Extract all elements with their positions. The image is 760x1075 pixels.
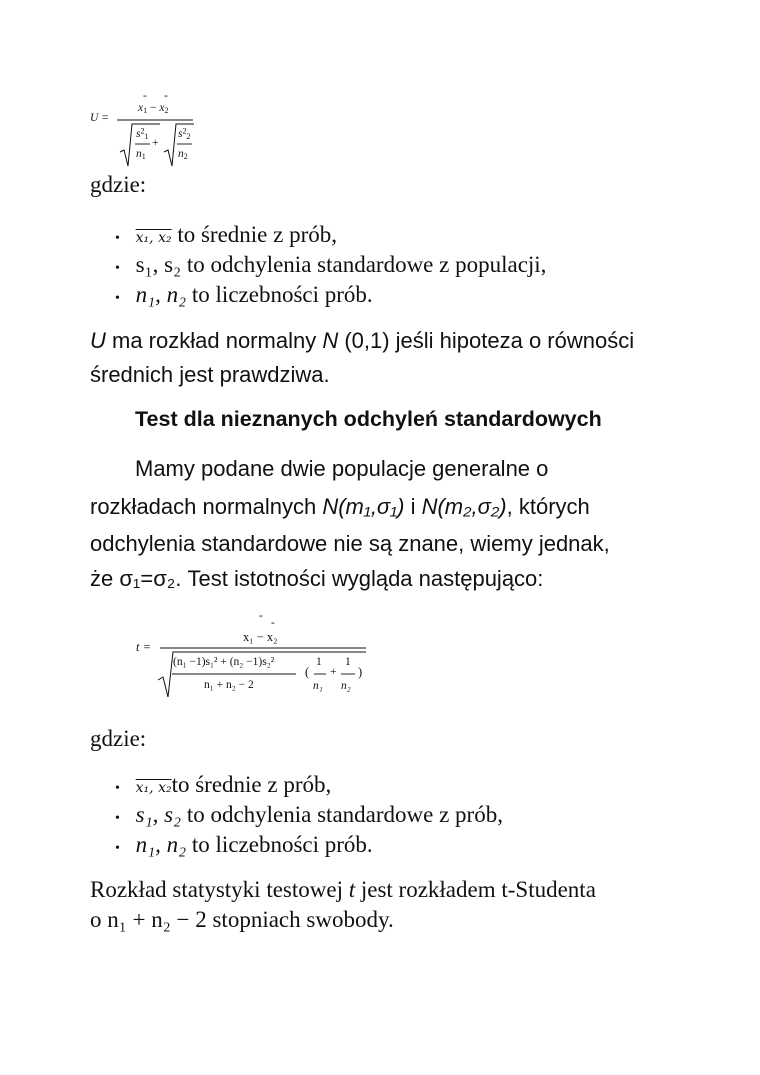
one-right: 1 (345, 656, 351, 668)
paragraph2-line1: Mamy podane dwie populacje generalne o (135, 456, 549, 481)
list-item-text: to liczebności prób. (186, 282, 373, 307)
paren-open: ( (305, 665, 310, 679)
formula-u-plus: + (152, 137, 159, 149)
paragraph-u-line1: U ma rozkład normalny N (0,1) jeśli hipoteza o równości (90, 328, 635, 353)
paragraph-u-line2: średnich jest prawdziwa. (90, 362, 330, 387)
mean-symbol: x₁, x₂ (135, 780, 172, 796)
mean-bar-2: - (271, 617, 275, 629)
list-item-text: to średnie z prób, (171, 772, 332, 797)
paren-close: ) (358, 665, 363, 679)
final-line1: Rozkład statystyki testowej t jest rozkładem t-Studenta (90, 877, 596, 902)
bullet-dot: • (115, 291, 120, 306)
list-item-text: to średnie z prób, (171, 222, 338, 247)
formula-u-s2: $s^2_2$ (178, 126, 191, 141)
section-heading: Test dla nieznanych odchyleń standardowych (135, 407, 602, 431)
bullet-dot: • (115, 261, 120, 276)
mean-bar-2: - (164, 90, 168, 102)
one-left: 1 (316, 656, 322, 668)
list-item (115, 832, 373, 858)
paragraph2-line2: rozkładach normalnych N(m₁,σ₁) i N(m₂,σ₂), których (90, 494, 590, 519)
paragraph2-line4: że σ₁=σ₂. Test istotności wygląda następująco: (90, 566, 544, 591)
bullet-dot: • (115, 781, 120, 796)
gdzie-label-1: gdzie: (90, 172, 147, 197)
plus-sign: + (330, 666, 337, 678)
list-item-text: to odchylenia standardowe z prób, (181, 802, 503, 827)
formula-u-numerator: $x_1 - x_2$ (138, 102, 169, 115)
mean-bar-1: - (143, 90, 147, 102)
bullet-dot: • (115, 811, 120, 826)
gdzie-label-2: gdzie: (90, 726, 147, 751)
mean-symbol: x₁, x₂ (135, 230, 172, 246)
count-symbol: n₁, n₂ (135, 282, 187, 307)
formula-t-inner-denominator: n₁ + n₂ − 2 (204, 679, 254, 691)
list-item (115, 802, 503, 828)
formula-u-n1: $n_1$ (136, 148, 146, 161)
sd-symbol: s₁, s₂ (135, 252, 182, 277)
formula-u-lhs: U = (90, 112, 109, 124)
list-item-text: to odchylenia standardowe z populacji, (181, 252, 547, 277)
bullet-dot: • (115, 231, 120, 246)
count-symbol: n₁, n₂ (135, 832, 187, 857)
formula-t-inner-numerator: (n₁ −1)s₁² + (n₂ −1)s₂² (173, 656, 275, 668)
final-line2: o n₁ + n₂ − 2 stopniach swobody. (90, 907, 394, 932)
bullet-dot: • (115, 841, 120, 856)
paragraph2-line3: odchylenia standardowe nie są znane, wiemy jednak, (90, 531, 610, 556)
formula-u-s1: $s^2_1$ (136, 126, 149, 141)
sd-symbol: s₁, s₂ (135, 802, 182, 827)
formula-t-numerator: x₁ − x₂ (243, 630, 278, 644)
list-item (115, 772, 331, 798)
mean-bar-1: - (259, 610, 263, 622)
formula-u-n2: $n_2$ (178, 148, 188, 161)
n2-denominator: n₂ (341, 680, 351, 692)
list-item-text: to liczebności prób. (186, 832, 373, 857)
formula-t-lhs: t = (136, 640, 152, 654)
n1-denominator: n₁ (313, 680, 323, 692)
